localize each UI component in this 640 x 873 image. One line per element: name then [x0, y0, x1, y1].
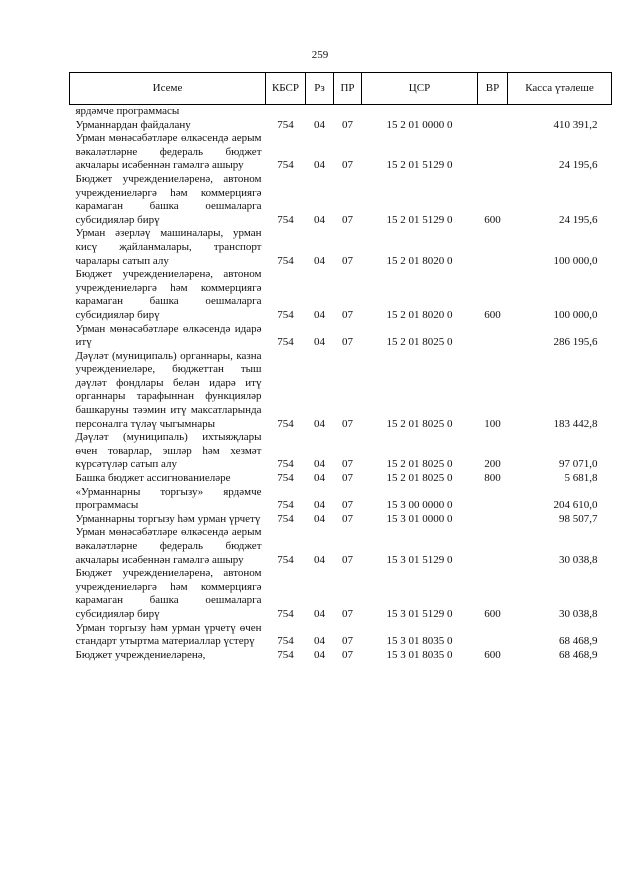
row-vr: 800: [484, 472, 501, 485]
row-rz: 04: [314, 458, 325, 471]
row-pr: 07: [342, 118, 353, 131]
row-csr: 15 2 01 5129 0: [386, 159, 453, 172]
table-row: [70, 649, 612, 663]
row-pr: 07: [342, 553, 353, 566]
row-name: Бюджет учреждениеләренә, автоном учреждениеләргә һәм коммерциягә карамаган башка оешмаларга субсидияләр бирү: [75, 268, 262, 321]
table-row: [70, 119, 612, 133]
table-row: [70, 513, 612, 527]
row-vr: [478, 622, 508, 649]
row-rz: 04: [314, 553, 325, 566]
row-pr: 07: [342, 417, 353, 430]
row-name: Урманнардан файдалану: [75, 118, 191, 131]
row-kbsr: 754: [277, 159, 294, 172]
table-row: [70, 227, 612, 268]
row-csr: 15 3 01 5129 0: [386, 553, 453, 566]
row-kassa: 97 071,0: [559, 458, 598, 471]
row-vr: [478, 132, 508, 173]
row-rz: 04: [314, 472, 325, 485]
row-pr: 07: [342, 499, 353, 512]
row-kassa: 68 468,9: [559, 648, 598, 661]
row-kassa: 286 195,6: [553, 336, 598, 349]
row-csr: 15 2 01 5129 0: [386, 213, 453, 226]
row-name: Бюджет учреждениеләренә,: [75, 648, 206, 661]
table-row: [70, 323, 612, 350]
row-kassa: 410 391,2: [553, 118, 598, 131]
row-vr: 600: [484, 648, 501, 661]
table-row: [70, 567, 612, 621]
row-kbsr: 754: [277, 336, 294, 349]
row-pr: [334, 105, 362, 119]
row-kbsr: 754: [277, 553, 294, 566]
row-csr: 15 2 01 8020 0: [386, 254, 453, 267]
row-vr: [478, 323, 508, 350]
row-rz: 04: [314, 254, 325, 267]
row-kbsr: 754: [277, 308, 294, 321]
row-vr: [478, 526, 508, 567]
row-rz: 04: [314, 308, 325, 321]
table-row: [70, 173, 612, 227]
row-kbsr: 754: [277, 417, 294, 430]
row-vr: 600: [484, 607, 501, 620]
row-vr: [478, 227, 508, 268]
row-vr: 100: [484, 417, 501, 430]
row-kassa: 183 442,8: [553, 417, 598, 430]
header-vr: ВР: [478, 73, 508, 105]
row-csr: 15 2 01 8025 0: [386, 336, 453, 349]
row-name: Урман торгызу һәм урман үрчетү өчен стандарт утыртма материаллар үстерү: [75, 621, 262, 648]
table-header: [70, 73, 612, 105]
table-row: [70, 268, 612, 322]
row-kbsr: 754: [277, 458, 294, 471]
row-vr: [478, 105, 508, 119]
row-rz: 04: [314, 336, 325, 349]
row-kbsr: 754: [277, 472, 294, 485]
table-row: [70, 472, 612, 486]
row-kassa: 68 468,9: [559, 635, 598, 648]
row-rz: 04: [314, 512, 325, 525]
row-kbsr: 754: [277, 213, 294, 226]
row-kbsr: 754: [277, 635, 294, 648]
table-row: [70, 526, 612, 567]
row-csr: 15 3 01 0000 0: [386, 512, 453, 525]
row-vr: [478, 119, 508, 133]
row-kassa: 30 038,8: [559, 553, 598, 566]
row-rz: 04: [314, 648, 325, 661]
header-kbsr: КБСР: [266, 73, 306, 105]
row-kbsr: 754: [277, 254, 294, 267]
row-name: Бюджет учреждениеләренә, автоном учреждениеләргә һәм коммерциягә карамаган башка оешмаларга субсидияләр бирү: [75, 172, 262, 226]
row-name: Дәүләт (муниципаль) ихтыяҗлары өчен товарлар, эшләр һәм хезмәт күрсәтүләр сатып алу: [75, 431, 262, 471]
header-pr: ПР: [334, 73, 362, 105]
row-csr: 15 2 01 8025 0: [386, 472, 453, 485]
row-name: Башка бюджет ассигнованиеләре: [75, 472, 231, 485]
table-row: [70, 105, 612, 119]
row-pr: 07: [342, 213, 353, 226]
row-name: «Урманнарны торгызу» ярдәмче программасы: [75, 485, 262, 512]
row-kassa: 24 195,6: [559, 213, 598, 226]
row-kbsr: 754: [277, 512, 294, 525]
row-kbsr: 754: [277, 118, 294, 131]
row-kbsr: 754: [277, 607, 294, 620]
row-pr: 07: [342, 512, 353, 525]
row-kbsr: 754: [277, 499, 294, 512]
header-rz: Рз: [306, 73, 334, 105]
table-row: [70, 132, 612, 173]
page-number: 259: [311, 49, 329, 61]
budget-table: [69, 72, 612, 662]
row-rz: 04: [314, 159, 325, 172]
row-pr: 07: [342, 159, 353, 172]
row-kassa: [508, 105, 612, 119]
row-name: Урманнарны торгызу һәм урман үрчетү: [75, 512, 261, 525]
header-csr: ЦСР: [362, 73, 478, 105]
row-kassa: 100 000,0: [553, 308, 598, 321]
row-kassa: 30 038,8: [559, 607, 598, 620]
header-kassa: Касса үтәлеше: [508, 73, 612, 105]
row-name: Урман мөнәсәбәтләре өлкәсендә идарә итү: [75, 322, 262, 349]
row-rz: 04: [314, 417, 325, 430]
row-vr: 200: [484, 458, 501, 471]
row-csr: 15 3 00 0000 0: [386, 499, 453, 512]
row-kassa: 5 681,8: [564, 472, 598, 485]
row-csr: 15 2 01 8025 0: [386, 458, 453, 471]
row-vr: [478, 513, 508, 527]
row-kbsr: 754: [277, 648, 294, 661]
row-csr: 15 3 01 8035 0: [386, 648, 453, 661]
row-name: Урман әзерләү машиналары, урман кисү җайланмалары, транспорт чаралары сатып алу: [75, 227, 262, 267]
row-kassa: 24 195,6: [559, 159, 598, 172]
row-rz: 04: [314, 499, 325, 512]
row-kassa: 98 507,7: [559, 512, 598, 525]
row-rz: 04: [314, 635, 325, 648]
row-kbsr: [266, 105, 306, 119]
table-body: [70, 105, 612, 663]
row-vr: 600: [484, 213, 501, 226]
header-name: Исеме: [70, 73, 266, 105]
row-name: Бюджет учреждениеләренә, автоном учреждениеләргә һәм коммерциягә карамаган башка оешмаларга субсидияләр бирү: [75, 567, 262, 620]
row-pr: 07: [342, 254, 353, 267]
row-csr: 15 3 01 5129 0: [386, 607, 453, 620]
row-rz: [306, 105, 334, 119]
row-pr: 07: [342, 607, 353, 620]
row-kassa: 204 610,0: [553, 499, 598, 512]
row-name: Дәүләт (муниципаль) органнары, казна учреждениеләре, бюджеттан тыш дәүләт фондлары белән идарә итү органнары тарафыннан функцияләр башкаруны тәэмин итү максатларында персоналга түләү чыгымнары: [75, 349, 262, 430]
row-csr: 15 2 01 0000 0: [386, 118, 453, 131]
row-name: Урман мөнәсәбәтләре өлкәсендә аерым вәкаләтләрне федераль бюджет акчалары исәбеннән гамәлгә ашыру: [75, 526, 262, 566]
row-csr: 15 2 01 8025 0: [386, 417, 453, 430]
table-row: [70, 622, 612, 649]
row-pr: 07: [342, 336, 353, 349]
table-row: [70, 350, 612, 432]
row-csr: 15 2 01 8020 0: [386, 308, 453, 321]
row-rz: 04: [314, 118, 325, 131]
row-vr: [478, 486, 508, 513]
row-pr: 07: [342, 635, 353, 648]
table-row: [70, 486, 612, 513]
row-vr: 600: [484, 308, 501, 321]
row-pr: 07: [342, 308, 353, 321]
row-csr: [362, 105, 478, 119]
row-rz: 04: [314, 213, 325, 226]
row-name: ярдәмче программасы: [75, 105, 180, 117]
row-pr: 07: [342, 472, 353, 485]
row-csr: 15 3 01 8035 0: [386, 635, 453, 648]
row-rz: 04: [314, 607, 325, 620]
table-row: [70, 431, 612, 472]
row-name: Урман мөнәсәбәтләре өлкәсендә аерым вәкаләтләрне федераль бюджет акчалары исәбеннән гамәлгә ашыру: [75, 132, 262, 172]
row-kassa: 100 000,0: [553, 254, 598, 267]
row-pr: 07: [342, 458, 353, 471]
row-pr: 07: [342, 648, 353, 661]
